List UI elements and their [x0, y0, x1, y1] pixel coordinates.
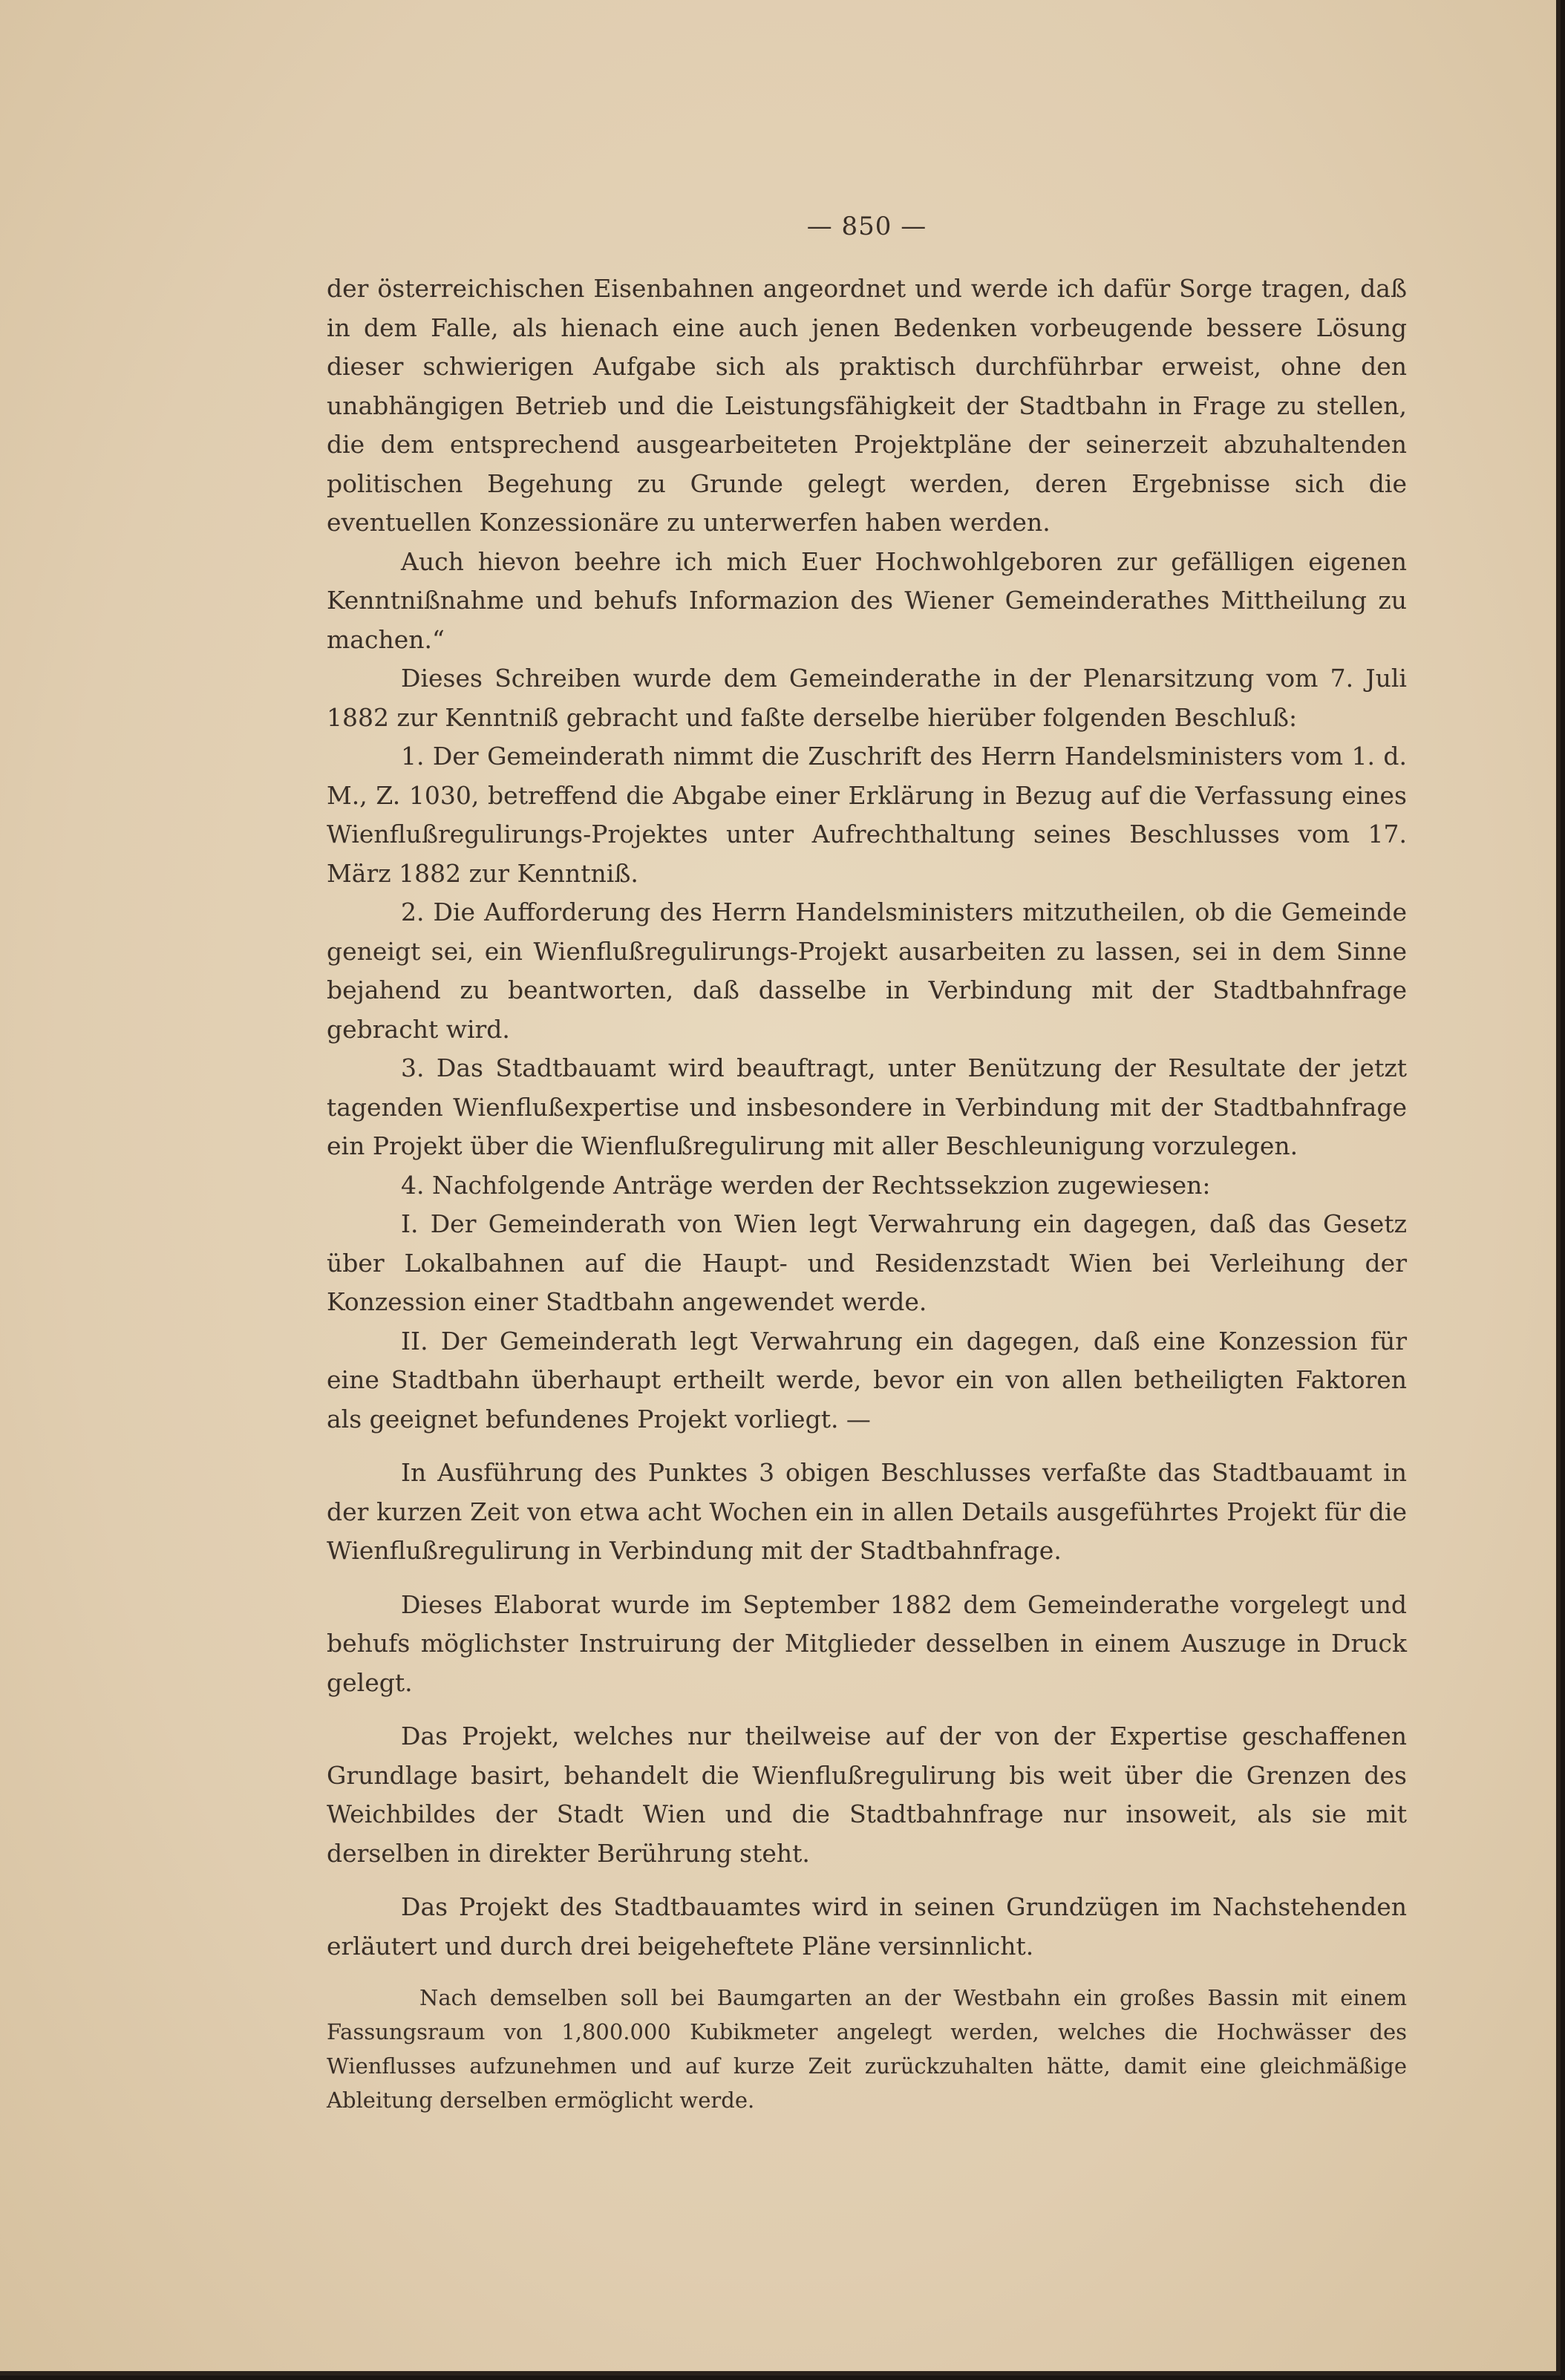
- motion-2: II. Der Gemeinderath legt Verwahrung ein dagegen, daß eine Konzession für eine Stadtbahn überhaupt ertheilt werde, bevor ein von allen betheiligten Faktoren als geeignet befundenes Projekt vorliegt. —: [327, 1326, 1407, 1433]
- resolution-item-4: 4. Nachfolgende Anträge werden der Rechtssekzion zugewiesen:: [401, 1170, 1211, 1200]
- resolution-item-2: 2. Die Aufforderung des Herrn Handelsministers mitzutheilen, ob die Gemeinde geneigt sei, ein Wienflußregulirungs-Projekt ausarbeiten zu lassen, sei in dem Sinne bejahend zu beantworten, daß dasselbe in Verbindung mit der Stadtbahnfrage gebracht wird.: [327, 898, 1407, 1044]
- paragraph-1: der österreichischen Eisenbahnen angeordnet und werde ich dafür Sorge tragen, daß in dem Falle, als hienach eine auch jenen Bedenken vorbeugende bessere Lösung dieser schwierigen Aufgabe sich als praktisch durchführbar erweist, ohne den unabhängigen Betrieb und die Leistungsfähigkeit der Stadtbahn in Frage zu stellen, die dem entsprechend ausgearbeiteten Projektpläne der seinerzeit abzuhaltenden politischen Begehung zu Grunde gelegt werden, deren Ergebnisse sich die eventuellen Konzessionäre zu unterwerfen haben werden.: [327, 274, 1407, 537]
- resolution-item-3: 3. Das Stadtbauamt wird beauftragt, unter Benützung der Resultate der jetzt tagenden Wienflußexpertise und insbesondere in Verbindung mit der Stadtbahnfrage ein Projekt über die Wienflußregulirung mit aller Beschleunigung vorzulegen.: [327, 1053, 1407, 1160]
- motion-1: I. Der Gemeinderath von Wien legt Verwahrung ein dagegen, daß das Gesetz über Lokalbahnen auf die Haupt- und Residenzstadt Wien bei Verleihung der Konzession einer Stadtbahn angewendet werde.: [327, 1209, 1407, 1316]
- paragraph-3: Dieses Schreiben wurde dem Gemeinderathe in der Plenarsitzung vom 7. Juli 1882 zur Kenntniß gebracht und faßte derselbe hierüber folgenden Beschluß:: [327, 664, 1407, 732]
- paragraph-2: Auch hievon beehre ich mich Euer Hochwohlgeboren zur gefälligen eigenen Kenntnißnahme und behufs Informazion des Wiener Gemeinderathes Mittheilung zu machen.“: [327, 546, 1407, 654]
- paragraph-grundzuege: Das Projekt des Stadtbauamtes wird in seinen Grundzügen im Nachstehenden erläutert und durch drei beigeheftete Pläne versinnlicht.: [327, 1892, 1407, 1961]
- paragraph-execution: In Ausführung des Punktes 3 obigen Beschlusses verfaßte das Stadtbauamt in der kurzen Zeit von etwa acht Wochen ein in allen Details ausgeführtes Projekt für die Wienflußregulirung in Verbindung mit der Stadtbahnfrage.: [327, 1458, 1407, 1565]
- page-content: [327, 212, 1407, 2117]
- resolution-item-1: 1. Der Gemeinderath nimmt die Zuschrift des Herrn Handelsministers vom 1. d. M., Z. 1030, betreffend die Abgabe einer Erklärung in Bezug auf die Verfassung eines Wienflußregulirungs-Projektes unter Aufrechthaltung seines Beschlusses vom 17. März 1882 zur Kenntniß.: [327, 742, 1407, 888]
- page-number: — 850 —: [806, 212, 927, 241]
- paragraph-projekt: Das Projekt, welches nur theilweise auf der von der Expertise geschaffenen Grundlage basirt, behandelt die Wienflußregulirung bis weit über die Grenzen des Weichbildes der Stadt Wien und die Stadtbahnfrage nur insoweit, als sie mit derselben in direkter Berührung steht.: [327, 1722, 1407, 1868]
- paragraph-elaborat: Dieses Elaborat wurde im September 1882 dem Gemeinderathe vorgelegt und behufs möglichster Instruirung der Mitglieder desselben in einem Auszuge in Druck gelegt.: [327, 1589, 1407, 1697]
- paragraph-bassin-small-print: Nach demselben soll bei Baumgarten an der Westbahn ein großes Bassin mit einem Fassungsraum von 1,800.000 Kubikmeter angelegt werden, welches die Hochwässer des Wienflusses aufzunehmen und auf kurze Zeit zurückzuhalten hätte, damit eine gleichmäßige Ableitung derselben ermöglicht werde.: [327, 1985, 1407, 2113]
